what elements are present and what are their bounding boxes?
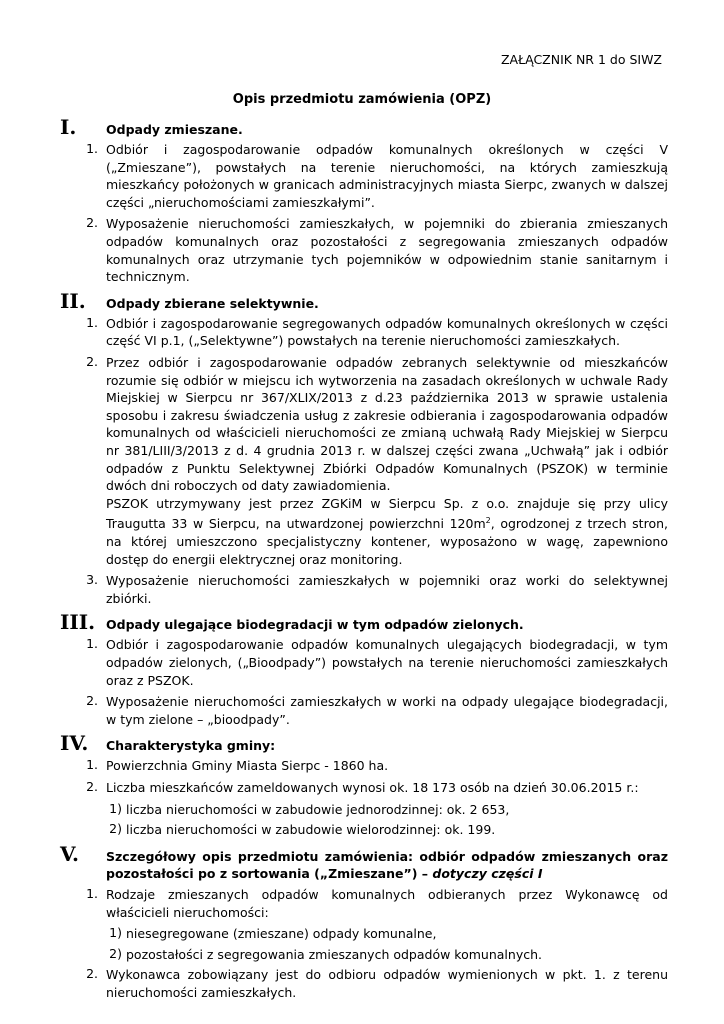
attachment-label: ZAŁĄCZNIK NR 1 do SIWZ: [500, 52, 662, 67]
item-text: Odbiór i zagospodarowanie segregowanych odpadów komunalnych określonych w części część VI p.1, („Selektywne”) powstałych na terenie nieruchomości zamieszkałych.: [106, 315, 668, 349]
item-number: 1.: [86, 757, 98, 773]
section-2: [60, 290, 668, 608]
section-numeral: II.: [60, 288, 86, 313]
document-body: [60, 116, 668, 1006]
sub-list-item: [106, 801, 668, 819]
item-text: Liczba mieszkańców zameldowanych wynosi ok. 18 173 osób na dzień 30.06.2015 r.:: [106, 779, 639, 795]
item-number: 2.: [86, 353, 98, 369]
section-numeral: III.: [60, 610, 96, 635]
item-number: 1.: [86, 636, 98, 652]
item-text: Powierzchnia Gminy Miasta Sierpc - 1860 ha.: [106, 758, 389, 774]
superscript: 2: [485, 516, 491, 526]
item-number: 2.: [86, 693, 98, 709]
section-title: [106, 848, 668, 883]
item-text: [106, 495, 668, 569]
section-title: Odpady ulegające biodegradacji w tym odpadów zielonych.: [106, 617, 524, 633]
pszok-text-b: , ogrodzonej z trzech stron, na której umieszczono specjalistyczny kontener, wyposażono w wagę, zapewniono dostęp do energii elektrycznej oraz monitoring.: [106, 516, 668, 567]
list-item: [60, 693, 668, 728]
sub-item-text: liczba nieruchomości w zabudowie jednorodzinnej: ok. 2 653,: [126, 801, 510, 817]
sub-item-text: liczba nieruchomości w zabudowie wielorodzinnej: ok. 199.: [126, 822, 496, 838]
pszok-text-a: PSZOK utrzymywany jest przez ZGKiM w Sierpcu Sp. z o.o. znajduje się przy ulicy Traugutta 33 w Sierpcu, na utwardzonej powierzchni 120m: [106, 495, 668, 532]
item-text: Przez odbiór i zagospodarowanie odpadów zebranych selektywnie od mieszkańców rozumie się odbiór w miejscu ich wytworzenia na zasadach określonych w uchwale Rady Miejskiej w Sierpcu nr 367/XLIX/2013 z d.23 października 2013 w sprawie ustalenia sposobu i zakresu świadczenia usług z zakresie odbierania i zagospodarowania odpadów komunalnych od właścicieli nieruchomości ze zmianą uchwałą Rady Miejskiej w Sierpcu nr 381/LIII/3/2013 z d. 4 grudnia 2013 r. w dalszej części zwana „Uchwałą” jak i odbiór odpadów z Punktu Selektywnej Zbiórki Odpadów Komunalnych (PSZOK) w terminie dwóch dni roboczych od daty zawiadomienia.: [106, 354, 668, 494]
list-item: [60, 757, 668, 775]
sub-list-item: [106, 925, 668, 943]
section-title-part: dotyczy części I: [432, 866, 543, 882]
section-numeral: I.: [60, 115, 77, 139]
item-number: 3.: [86, 572, 98, 588]
sub-item-number: 1): [109, 800, 122, 816]
list-item: [60, 354, 668, 495]
section-5: [60, 843, 668, 1002]
section-title-main: Szczegółowy opis przedmiotu zamówienia: odbiór odpadów zmieszanych oraz pozostałości po z sortowania („Zmieszane”) –: [106, 848, 668, 882]
item-text: Wyposażenie nieruchomości zamieszkałych w pojemniki oraz worki do selektywnej zbiórki.: [106, 573, 668, 606]
list-item: [60, 886, 668, 921]
list-item: [60, 779, 668, 797]
sub-list-item: [106, 946, 668, 964]
section-title: Odpady zbierane selektywnie.: [106, 295, 319, 311]
section-title: Charakterystyka gminy:: [106, 738, 276, 754]
item-text: Wykonawca zobowiązany jest do odbioru odpadów wymienionych w pkt. 1. z terenu nieruchomości zamieszkałych.: [106, 967, 668, 1000]
section-numeral: V.: [60, 841, 79, 866]
item-text: Odbiór i zagospodarowanie odpadów komunalnych określonych w części V („Zmieszane”), powstałych na terenie nieruchomości, na których zamieszkują mieszkańcy położonych w granicach administracyjnych miasta Sierpc, zwanych w dalszej części „nieruchomościami zamieszkałymi”.: [106, 142, 668, 210]
item-text: Odbiór i zagospodarowanie odpadów komunalnych ulegających biodegradacji, w tym odpadów zielonych, („Bioodpady”) powstałych na terenie nieruchomości zamieszkałych oraz z PSZOK.: [106, 637, 668, 688]
sub-item-text: pozostałości z segregowania zmieszanych odpadów komunalnych.: [126, 946, 542, 962]
section-numeral: IV.: [60, 731, 89, 756]
item-number: 2.: [86, 778, 98, 794]
list-item: [60, 572, 668, 607]
item-text: Rodzaje zmieszanych odpadów komunalnych odbieranych przez Wykonawcę od właścicieli nieruchomości:: [106, 886, 668, 920]
item-number: [60, 495, 106, 569]
item-number: 2.: [86, 966, 98, 982]
sub-item-number: 1): [109, 925, 122, 941]
section-4: [60, 732, 668, 838]
list-item: [60, 495, 668, 569]
item-number: 2.: [86, 215, 98, 231]
sub-item-number: 2): [109, 821, 122, 837]
section-3: [60, 611, 668, 728]
item-text: Wyposażenie nieruchomości zamieszkałych w worki na odpady ulegające biodegradacji, w tym zielone – „bioodpady”.: [106, 694, 668, 727]
document-title: Opis przedmiotu zamówienia (OPZ): [232, 92, 492, 107]
sub-list-item: [106, 821, 668, 839]
list-item: [60, 215, 668, 285]
list-item: [60, 636, 668, 689]
sub-item-text: niesegregowane (zmieszane) odpady komunalne,: [126, 926, 437, 942]
item-number: 1.: [86, 885, 98, 901]
list-item: [60, 315, 668, 350]
list-item: [60, 141, 668, 211]
section-title: Odpady zmieszane.: [106, 122, 243, 137]
item-number: 1.: [86, 141, 98, 156]
sub-item-number: 2): [109, 945, 122, 961]
item-number: 1.: [86, 314, 98, 330]
section-1: [60, 116, 668, 286]
item-text: Wyposażenie nieruchomości zamieszkałych, w pojemniki do zbierania zmieszanych odpadów komunalnych oraz pozostałości z segregowania zmieszanych odpadów komunalnych oraz utrzymanie tych pojemników w odpowiednim stanie sanitarnym i technicznym.: [106, 216, 668, 285]
list-item: [60, 966, 668, 1001]
